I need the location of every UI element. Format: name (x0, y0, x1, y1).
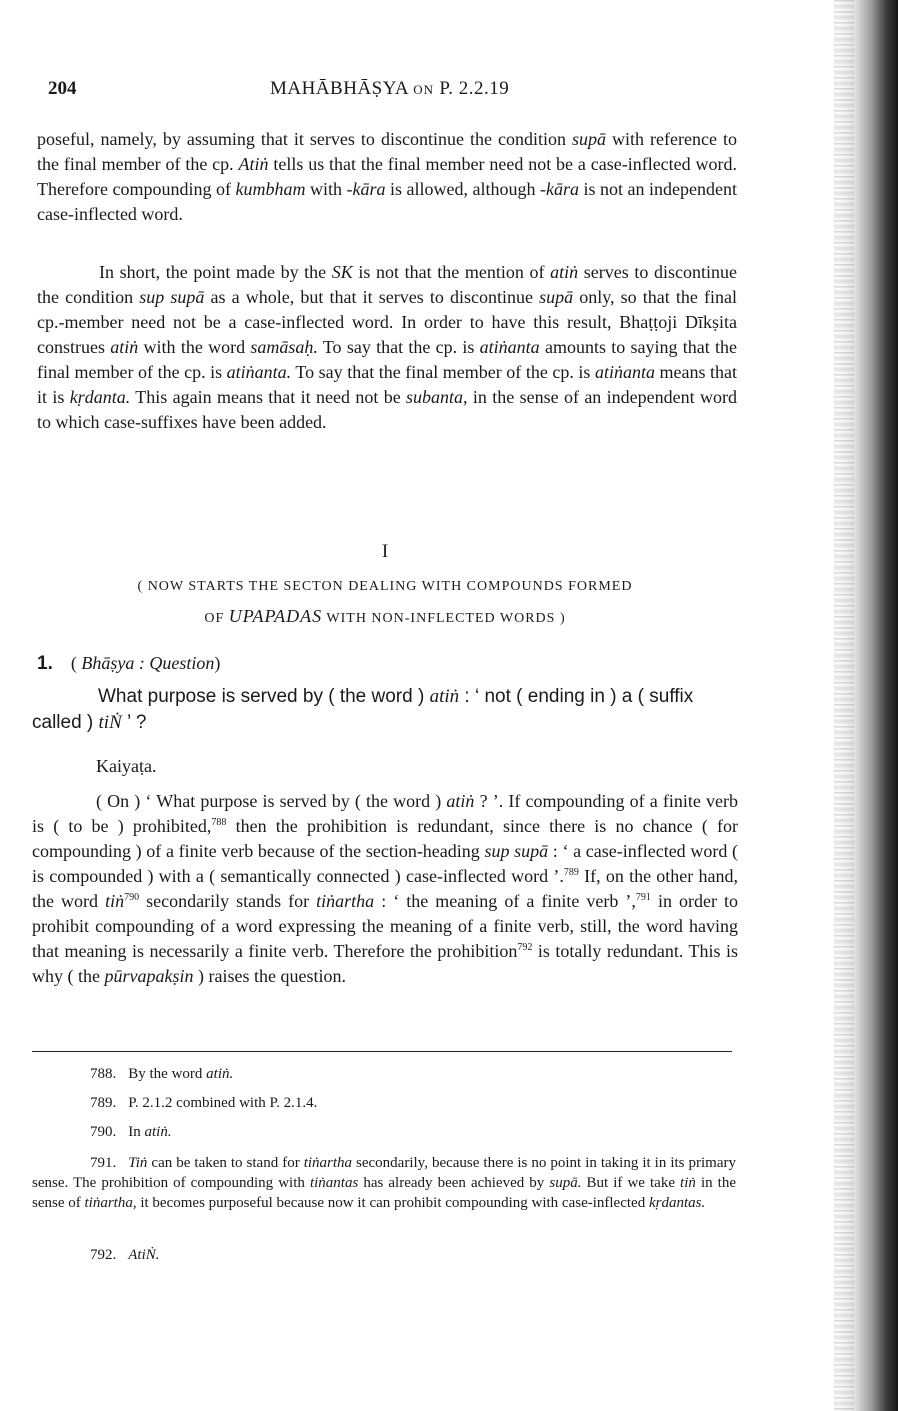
footnote-788: 788. By the word atiṅ. (90, 1066, 234, 1082)
binding-texture (834, 0, 854, 1411)
footnote-ref: 792 (517, 942, 533, 953)
bhasya-question: What purpose is served by ( the word ) atiṅ : ‘ not ( ending in ) a ( suffix called ) tiṄ ’ ? (32, 686, 694, 733)
kaiyata-label: Kaiyaṭa. (96, 756, 157, 776)
footnote-791: 791. Tiṅ can be taken to stand for tiṅartha secondarily, because there is no point in taking it in its primary sense. The prohibition of compounding with tiṅantas has already been achieved by supā. But if we take tiṅ in the sense of tiṅartha, it becomes purposeful because now it can prohibit compounding with case-inflected kṛdantas. (32, 1155, 736, 1211)
paragraph-in-short: In short, the point made by the SK is not that the mention of atiṅ serves to discontinue the condition sup supā as a whole, but that it serves to discontinue supā only, so that the final cp.-member need not be a case-inflected word. In order to have this result, Bhaṭṭoji Dīkṣita construes atiṅ with the word samāsaḥ. To say that the cp. is atiṅanta amounts to saying that the final member of the cp. is atiṅanta. To say that the final member of the cp. is atiṅanta means that it is kṛdanta. This again means that it need not be subanta, in the sense of an independent word to which case-suffixes have been added. (37, 262, 738, 432)
footnote-790: 790. In atiṅ. (90, 1124, 172, 1140)
paragraph-continuation: poseful, namely, by assuming that it serves to discontinue the condition supā with reference to the final member of the cp. Atiṅ tells us that the final member need not be a case-inflected word. Therefore compounding of kumbham with -kāra is allowed, although -kāra is not an independent case-inflected word. (37, 129, 737, 224)
footnote-ref: 791 (635, 892, 651, 903)
running-head: MAHĀBHĀṢYA ON P. 2.2.19 (270, 78, 510, 99)
kaiyata-commentary: ( On ) ‘ What purpose is served by ( the word ) atiṅ ? ’. If compounding of a finite verb is ( to be ) prohibited,$^{788}$ then the prohibition is redundant, since there is no chance ( for compounding ) of a finite verb because of the section-heading sup supā : ‘ a case-inflected word ( is compounded ) with a ( semantically connected ) case-inflected word ’.$^{789}$ If, on the other hand, the word tiṅ$^{790}$ secondarily stands for tiṅartha : ‘ the meaning of a finite verb ’,$^{791}$ in order to prohibit compounding of a word expressing the meaning of a finite verb, still, the word having that meaning is necessarily a finite verb. Therefore the prohibition$^{792}$ is totally redundant. This is why ( the pūrvapakṣin ) raises the question. (32, 791, 738, 986)
footnote-rule (32, 1051, 732, 1052)
page-header (48, 78, 808, 108)
footnote-ref: 789 (563, 867, 579, 878)
footnote-ref: 790 (124, 892, 140, 903)
footnote-ref: 788 (211, 817, 227, 828)
footnote-789: 789. P. 2.1.2 combined with P. 2.1.4. (90, 1095, 318, 1111)
footnote-792: 792. AtiṄ. (90, 1247, 160, 1263)
page-number: 204 (48, 78, 77, 99)
section-numeral: I (381, 541, 389, 562)
section-heading-line1: ( NOW STARTS THE SECTON DEALING WITH COMPOUNDS FORMED (137, 579, 633, 594)
bhasya-label: 1. ( Bhāṣya : Question) (37, 653, 221, 674)
section-heading-line2: OF UPAPADAS WITH NON-INFLECTED WORDS ) (204, 606, 566, 626)
